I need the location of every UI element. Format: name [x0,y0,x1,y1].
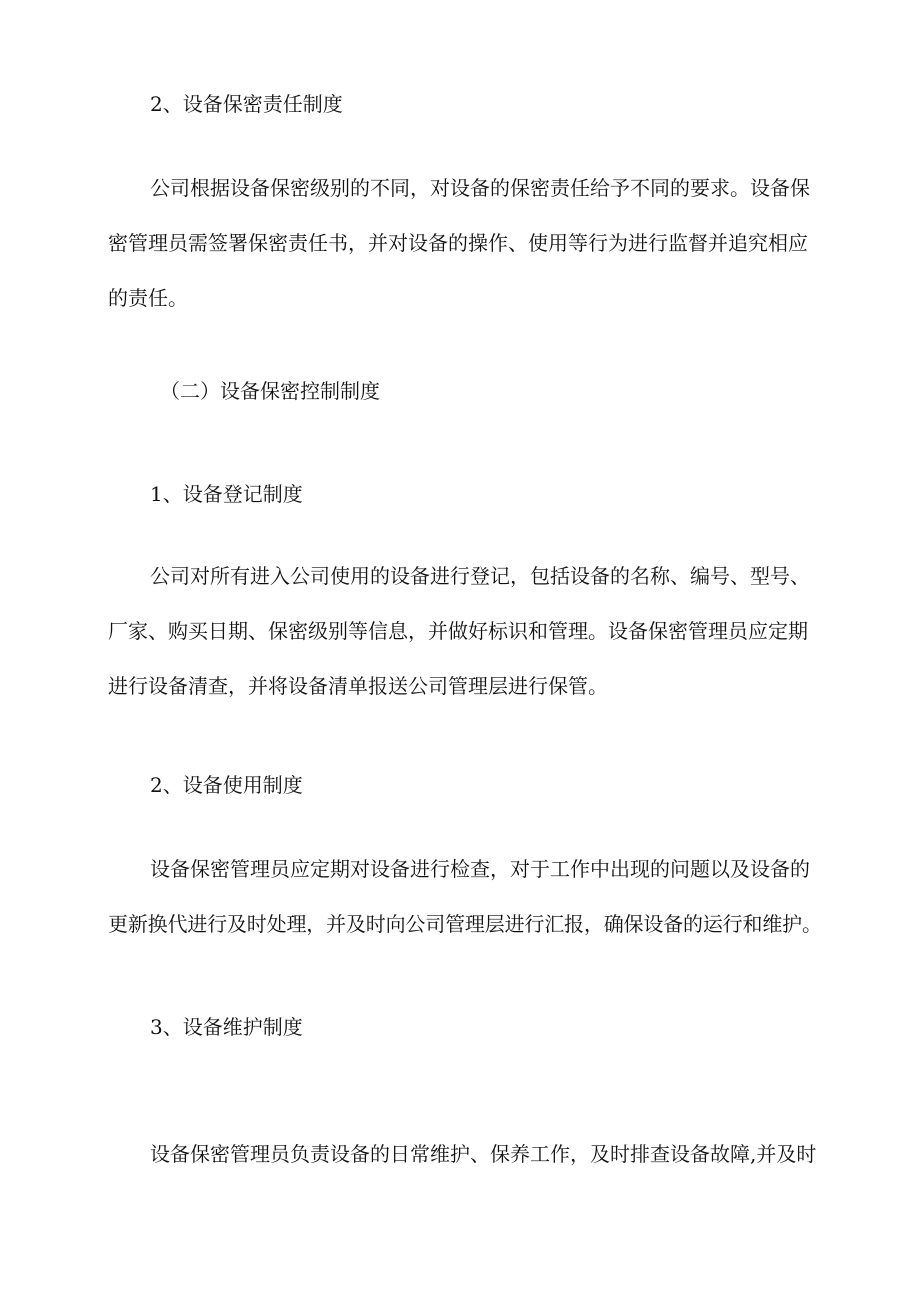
paragraph-line: 设备保密管理员应定期对设备进行检查，对于工作中出现的问题以及设备的 [150,857,810,881]
paragraph-line: 公司对所有进入公司使用的设备进行登记，包括设备的名称、编号、型号、 [150,564,810,588]
heading-equipment-confidentiality-responsibility: 2、设备保密责任制度 [150,92,343,116]
paragraph-line: 的责任。 [108,286,188,310]
paragraph-line: 公司根据设备保密级别的不同，对设备的保密责任给予不同的要求。设备保 [150,176,810,200]
paragraph-line: 更新换代进行及时处理，并及时向公司管理层进行汇报，确保设备的运行和维护。 [108,912,822,936]
paragraph-line: 密管理员需签署保密责任书，并对设备的操作、使用等行为进行监督并追究相应 [108,231,808,255]
heading-equipment-usage: 2、设备使用制度 [150,773,303,797]
paragraph-line: 进行设备清查，并将设备清单报送公司管理层进行保管。 [108,674,608,698]
heading-equipment-maintenance: 3、设备维护制度 [150,1015,303,1039]
heading-section-equipment-control: （二）设备保密控制制度 [160,379,380,403]
paragraph-line: 设备保密管理员负责设备的日常维护、保养工作，及时排查设备故障,并及时 [150,1142,817,1166]
heading-equipment-registration: 1、设备登记制度 [150,482,303,506]
paragraph-line: 厂家、购买日期、保密级别等信息，并做好标识和管理。设备保密管理员应定期 [108,619,808,643]
